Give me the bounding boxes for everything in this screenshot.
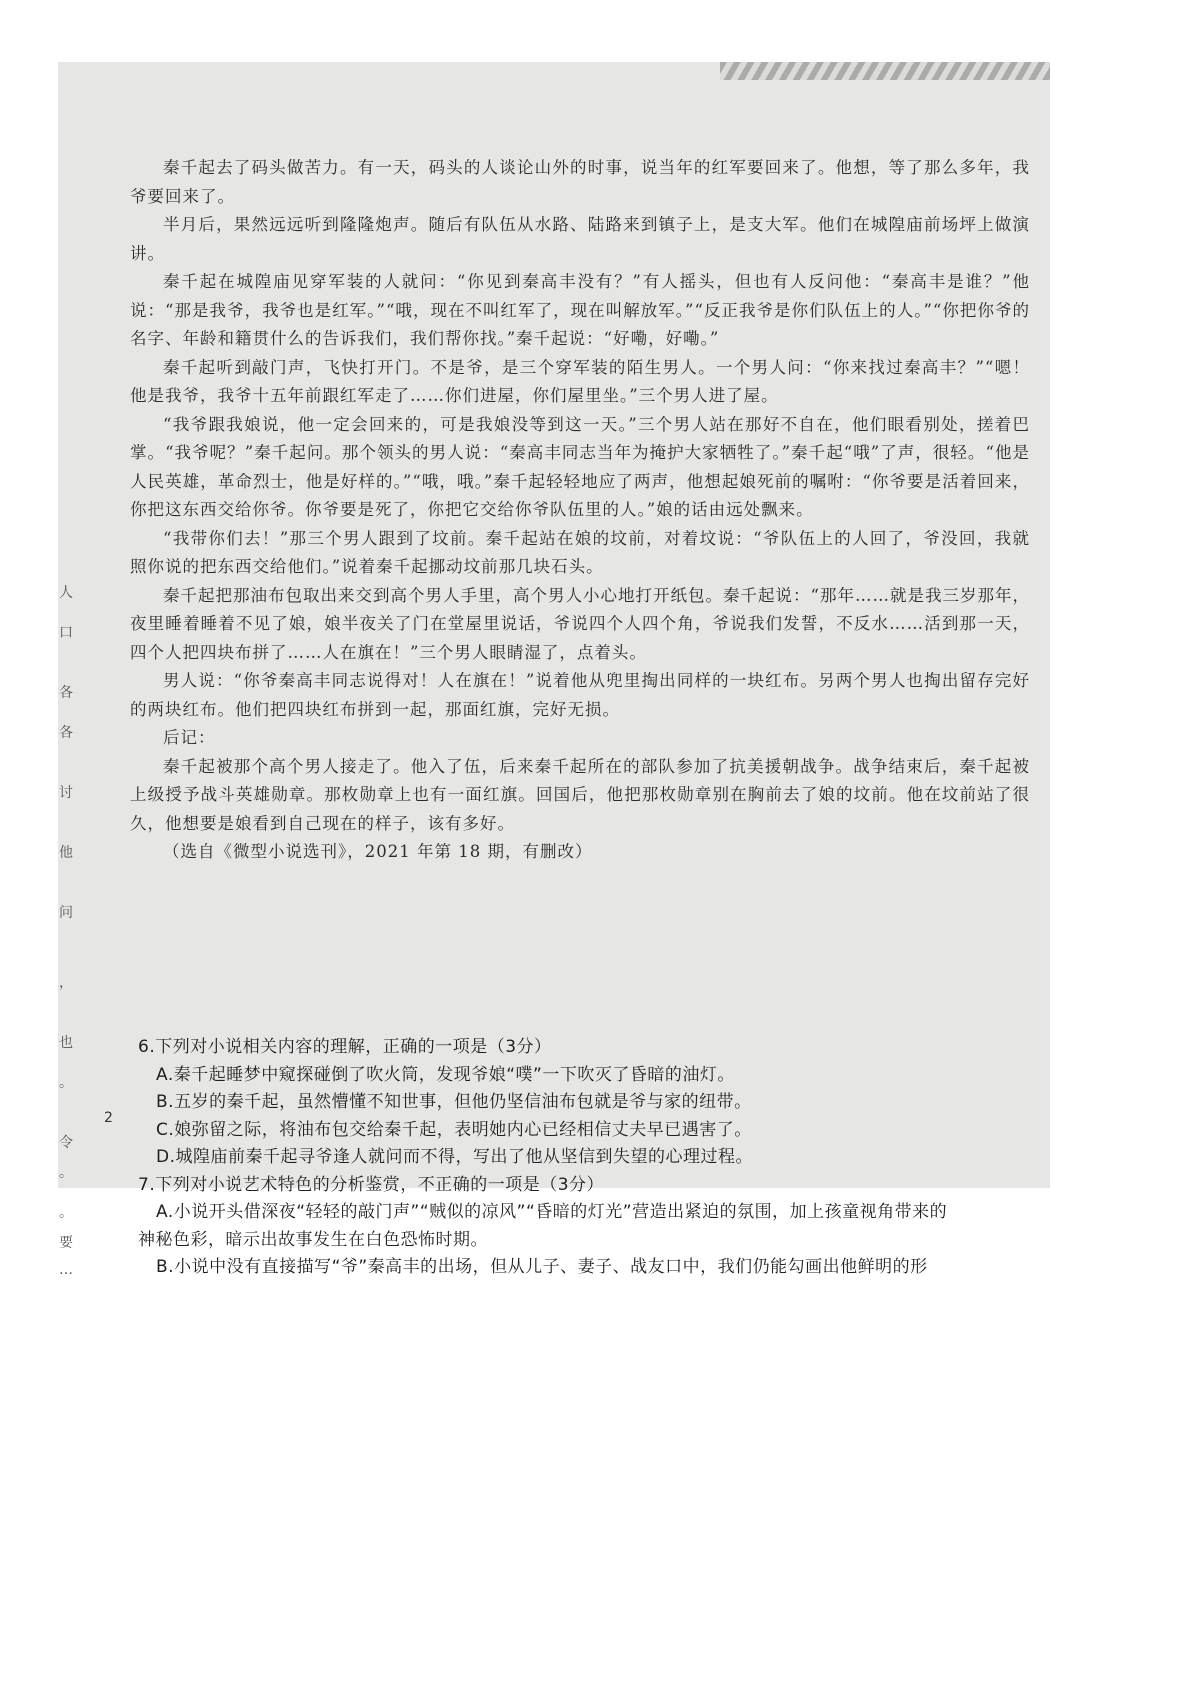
question-6-stem: 6.下列对小说相关内容的理解，正确的一项是（3分） — [138, 1037, 552, 1057]
question-7-option-a-continued: 神秘色彩，暗示出故事发生在白色恐怖时期。 — [138, 1229, 488, 1250]
question-7-option-b: B.小说中没有直接描写“爷”秦高丰的出场，但从儿子、妻子、战友口中，我们仍能勾画出他鲜明的形 — [156, 1257, 928, 1277]
margin-char: 。 — [59, 1165, 73, 1181]
margin-char: 也 — [59, 1035, 73, 1051]
margin-char: 各 — [59, 685, 73, 701]
left-margin-fragments — [58, 212, 74, 1278]
margin-char: 。 — [59, 1075, 73, 1091]
question-6-option-a: A.秦千起睡梦中窥探碰倒了吹火筒，发现爷娘“噗”一下吹灭了昏暗的油灯。 — [156, 1064, 735, 1085]
paragraph: 秦千起听到敲门声，飞快打开门。不是爷，是三个穿军装的陌生男人。一个男人问：“你来找过秦高丰？”“嗯！他是我爷，我爷十五年前跟红军走了……你们进屋，你们屋里坐。”三个男人进了屋。 — [130, 357, 1030, 405]
margin-char: 要 — [59, 1235, 73, 1251]
paragraph: 半月后，果然远远听到隆隆炮声。随后有队伍从水路、陆路来到镇子上，是支大军。他们在城隍庙前场坪上做演讲。 — [130, 215, 1030, 263]
margin-char: 。 — [59, 1205, 73, 1221]
paragraph: 秦千起被那个高个男人接走了。他入了伍，后来秦千起所在的部队参加了抗美援朝战争。战争结束后，秦千起被上级授予战斗英雄勋章。那枚勋章上也有一面红旗。回国后，他把那枚勋章别在胸前去了娘的坟前。他在坟前站了很久，他想要是娘看到自己现在的样子，该有多好。 — [130, 756, 1030, 833]
margin-char: 人 — [59, 585, 73, 601]
afterword-heading: 后记： — [163, 728, 216, 747]
question-7-stem: 7.下列对小说艺术特色的分析鉴赏，不正确的一项是（3分） — [138, 1174, 605, 1195]
margin-char: 各 — [59, 725, 73, 741]
questions-section — [138, 1034, 1038, 1282]
question-7-option-a: A.小说开头借深夜“轻轻的敲门声”“贼似的凉风”“昏暗的灯光”营造出紧迫的氛围，加上孩童视角带来的 — [156, 1202, 948, 1222]
margin-char: … — [59, 1262, 73, 1278]
margin-char: 令 — [59, 1135, 73, 1151]
source-note: （选自《微型小说选刊》，2021 年第 18 期，有删改） — [163, 842, 593, 861]
page-edge-shadow — [720, 62, 1050, 80]
question-6-option-d: D.城隍庙前秦千起寻爷逢人就问而不得，写出了他从坚信到失望的心理过程。 — [156, 1147, 753, 1167]
paragraph: 秦千起去了码头做苦力。有一天，码头的人谈论山外的时事，说当年的红军要回来了。他想，等了那么多年，我爷要回来了。 — [130, 158, 1030, 206]
margin-char: 口 — [59, 625, 73, 641]
story-passage — [130, 154, 1030, 867]
question-6-option-b: B.五岁的秦千起，虽然懵懂不知世事，但他仍坚信油布包就是爷与家的纽带。 — [156, 1092, 752, 1112]
paragraph: “我带你们去！”那三个男人跟到了坟前。秦千起站在娘的坟前，对着坟说：“爷队伍上的人回了，爷没回，我就照你说的把东西交给他们。”说着秦千起挪动坟前那几块石头。 — [130, 528, 1030, 576]
scanned-page — [58, 62, 1050, 1278]
margin-char: 问 — [59, 905, 73, 921]
margin-char: 他 — [59, 845, 73, 861]
question-6-option-c: C.娘弥留之际，将油布包交给秦千起，表明她内心已经相信丈夫早已遇害了。 — [156, 1119, 752, 1140]
paragraph: 秦千起把那油布包取出来交到高个男人手里，高个男人小心地打开纸包。秦千起说：“那年……就是我三岁那年，夜里睡着睡着不见了娘，娘半夜关了门在堂屋里说话，爷说四个人四个角，爷说我们发誓，不反水……活到那一天，四个人把四块布拼了……人在旗在！”三个男人眼睛湿了，点着头。 — [130, 585, 1030, 662]
paragraph: 秦千起在城隍庙见穿军装的人就问：“你见到秦高丰没有？”有人摇头，但也有人反问他：“秦高丰是谁？”他说：“那是我爷，我爷也是红军。”“哦，现在不叫红军了，现在叫解放军。”“反正我爷是你们队伍上的人。”“你把你爷的名字、年龄和籍贯什么的告诉我们，我们帮你找。”秦千起说：“好嘞，好嘞。” — [130, 272, 1030, 348]
page-number: 2 — [104, 1110, 113, 1126]
paragraph: 男人说：“你爷秦高丰同志说得对！人在旗在！”说着他从兜里掏出同样的一块红布。另两个男人也掏出留存完好的两块红布。他们把四块红布拼到一起，那面红旗，完好无损。 — [130, 671, 1030, 719]
paragraph: “我爷跟我娘说，他一定会回来的，可是我娘没等到这一天。”三个男人站在那好不自在，他们眼看别处，搓着巴掌。“我爷呢？”秦千起问。那个领头的男人说：“秦高丰同志当年为掩护大家牺牲了。”秦千起“哦”了声，很轻。“他是人民英雄，革命烈士，他是好样的。”“哦，哦。”秦千起轻轻地应了两声，他想起娘死前的嘱咐：“你爷要是活着回来，你把这东西交给你爷。你爷要是死了，你把它交给你爷队伍里的人。”娘的话由远处飘来。 — [130, 414, 1030, 519]
margin-char: ， — [59, 975, 73, 991]
margin-char: 讨 — [59, 785, 73, 801]
